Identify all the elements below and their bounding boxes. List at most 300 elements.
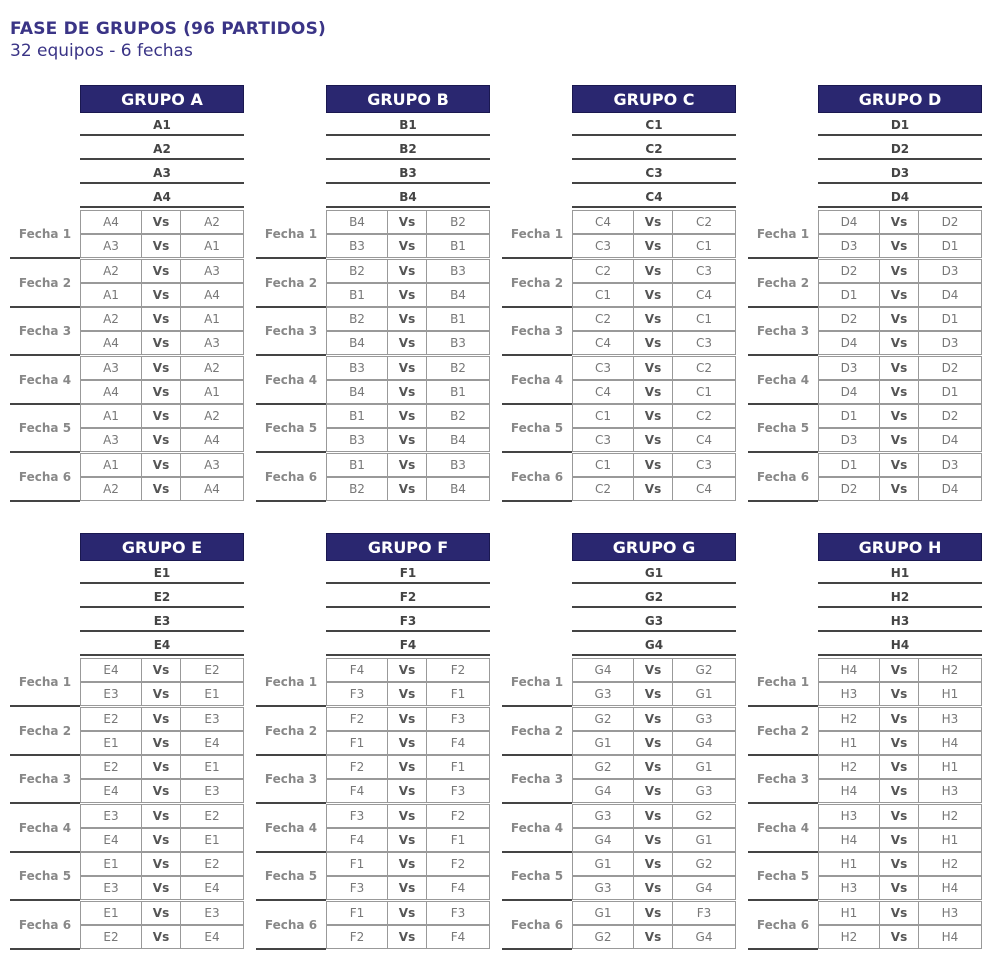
match-row bbox=[818, 356, 982, 380]
vs-cell: Vs bbox=[633, 731, 673, 755]
match-row bbox=[572, 307, 736, 331]
home-team-cell: C4 bbox=[572, 380, 634, 404]
team-name: B1 bbox=[326, 114, 490, 136]
home-team-cell: F1 bbox=[326, 731, 388, 755]
vs-cell: Vs bbox=[141, 331, 181, 355]
away-team-cell: G4 bbox=[672, 731, 736, 755]
fecha-block bbox=[10, 804, 244, 852]
away-team-cell: C3 bbox=[672, 331, 736, 355]
match-row bbox=[80, 210, 244, 234]
match-row bbox=[326, 876, 490, 900]
away-team-cell: A3 bbox=[180, 259, 244, 283]
vs-cell: Vs bbox=[387, 210, 427, 234]
away-team-cell: D3 bbox=[918, 453, 982, 477]
vs-cell: Vs bbox=[633, 901, 673, 925]
match-row bbox=[326, 682, 490, 706]
vs-cell: Vs bbox=[633, 428, 673, 452]
vs-cell: Vs bbox=[141, 307, 181, 331]
match-row bbox=[80, 477, 244, 501]
home-team-cell: A3 bbox=[80, 356, 142, 380]
fecha-label: Fecha 6 bbox=[756, 469, 810, 484]
away-team-cell: F3 bbox=[426, 707, 490, 731]
match-row bbox=[80, 259, 244, 283]
away-team-cell: H3 bbox=[918, 707, 982, 731]
vs-cell: Vs bbox=[633, 477, 673, 501]
vs-cell: Vs bbox=[879, 682, 919, 706]
fecha-block bbox=[10, 307, 244, 355]
match-row bbox=[572, 331, 736, 355]
group-title: GRUPO F bbox=[326, 533, 490, 561]
fecha-label: Fecha 3 bbox=[510, 324, 564, 338]
match-row bbox=[80, 731, 244, 755]
vs-cell: Vs bbox=[387, 331, 427, 355]
home-team-cell: E2 bbox=[80, 755, 142, 779]
home-team-cell: B4 bbox=[326, 331, 388, 355]
fecha-label: Fecha 2 bbox=[510, 723, 564, 738]
fecha-label: Fecha 5 bbox=[18, 869, 72, 883]
fecha-block bbox=[502, 901, 736, 949]
fecha-label: Fecha 6 bbox=[510, 469, 564, 484]
vs-cell: Vs bbox=[879, 283, 919, 307]
match-row bbox=[326, 828, 490, 852]
fecha-divider bbox=[748, 500, 818, 502]
away-team-cell: H2 bbox=[918, 852, 982, 876]
fecha-label: Fecha 5 bbox=[510, 421, 564, 435]
match-row bbox=[326, 779, 490, 803]
home-team-cell: A2 bbox=[80, 307, 142, 331]
fecha-divider bbox=[502, 500, 572, 502]
match-row bbox=[818, 307, 982, 331]
team-name: G3 bbox=[572, 610, 736, 632]
vs-cell: Vs bbox=[387, 356, 427, 380]
home-team-cell: C1 bbox=[572, 283, 634, 307]
team-name: B2 bbox=[326, 138, 490, 160]
away-team-cell: E1 bbox=[180, 682, 244, 706]
fecha-block bbox=[748, 901, 982, 949]
away-team-cell: H4 bbox=[918, 876, 982, 900]
match-row bbox=[818, 828, 982, 852]
fecha-label: Fecha 6 bbox=[510, 917, 564, 932]
vs-cell: Vs bbox=[141, 658, 181, 682]
vs-cell: Vs bbox=[633, 283, 673, 307]
fecha-block bbox=[256, 852, 490, 900]
match-row bbox=[80, 925, 244, 949]
vs-cell: Vs bbox=[633, 356, 673, 380]
match-row bbox=[80, 356, 244, 380]
vs-cell: Vs bbox=[633, 828, 673, 852]
match-row bbox=[572, 901, 736, 925]
home-team-cell: B3 bbox=[326, 234, 388, 258]
match-row bbox=[818, 259, 982, 283]
home-team-cell: D1 bbox=[818, 453, 880, 477]
vs-cell: Vs bbox=[879, 731, 919, 755]
fecha-block bbox=[10, 453, 244, 501]
away-team-cell: F3 bbox=[672, 901, 736, 925]
home-team-cell: F2 bbox=[326, 707, 388, 731]
home-team-cell: F4 bbox=[326, 828, 388, 852]
home-team-cell: C4 bbox=[572, 210, 634, 234]
home-team-cell: B2 bbox=[326, 259, 388, 283]
away-team-cell: C1 bbox=[672, 307, 736, 331]
fecha-label: Fecha 4 bbox=[264, 820, 318, 835]
fecha-divider bbox=[10, 500, 80, 502]
vs-cell: Vs bbox=[633, 210, 673, 234]
home-team-cell: D4 bbox=[818, 380, 880, 404]
home-team-cell: E4 bbox=[80, 828, 142, 852]
fecha-block bbox=[256, 404, 490, 452]
away-team-cell: A4 bbox=[180, 428, 244, 452]
away-team-cell: H4 bbox=[918, 925, 982, 949]
fecha-divider bbox=[256, 500, 326, 502]
vs-cell: Vs bbox=[633, 453, 673, 477]
vs-cell: Vs bbox=[141, 234, 181, 258]
team-name: E2 bbox=[80, 586, 244, 608]
match-row bbox=[572, 658, 736, 682]
match-row bbox=[572, 779, 736, 803]
fecha-block bbox=[502, 453, 736, 501]
group-title: GRUPO D bbox=[818, 85, 982, 113]
away-team-cell: B4 bbox=[426, 428, 490, 452]
fecha-label: Fecha 5 bbox=[510, 869, 564, 883]
match-row bbox=[326, 731, 490, 755]
vs-cell: Vs bbox=[141, 404, 181, 428]
home-team-cell: F2 bbox=[326, 925, 388, 949]
match-row bbox=[80, 404, 244, 428]
team-name: D4 bbox=[818, 186, 982, 208]
home-team-cell: E4 bbox=[80, 658, 142, 682]
fecha-label: Fecha 4 bbox=[510, 372, 564, 387]
fecha-block bbox=[10, 404, 244, 452]
home-team-cell: B2 bbox=[326, 307, 388, 331]
match-row bbox=[818, 682, 982, 706]
match-row bbox=[326, 453, 490, 477]
away-team-cell: F1 bbox=[426, 755, 490, 779]
home-team-cell: A1 bbox=[80, 453, 142, 477]
home-team-cell: E4 bbox=[80, 779, 142, 803]
match-row bbox=[572, 234, 736, 258]
away-team-cell: G2 bbox=[672, 658, 736, 682]
vs-cell: Vs bbox=[387, 477, 427, 501]
fecha-label: Fecha 4 bbox=[756, 372, 810, 387]
fecha-block bbox=[10, 707, 244, 755]
fecha-label: Fecha 5 bbox=[264, 421, 318, 435]
match-row bbox=[572, 707, 736, 731]
home-team-cell: B2 bbox=[326, 477, 388, 501]
away-team-cell: G3 bbox=[672, 707, 736, 731]
vs-cell: Vs bbox=[633, 707, 673, 731]
vs-cell: Vs bbox=[387, 901, 427, 925]
match-row bbox=[326, 658, 490, 682]
away-team-cell: H1 bbox=[918, 755, 982, 779]
away-team-cell: B2 bbox=[426, 356, 490, 380]
match-row bbox=[818, 234, 982, 258]
home-team-cell: B4 bbox=[326, 380, 388, 404]
match-row bbox=[326, 234, 490, 258]
fecha-block bbox=[502, 356, 736, 404]
away-team-cell: B1 bbox=[426, 380, 490, 404]
home-team-cell: C3 bbox=[572, 428, 634, 452]
team-name: A1 bbox=[80, 114, 244, 136]
team-name: A3 bbox=[80, 162, 244, 184]
vs-cell: Vs bbox=[879, 210, 919, 234]
match-row bbox=[818, 804, 982, 828]
vs-cell: Vs bbox=[141, 283, 181, 307]
vs-cell: Vs bbox=[141, 779, 181, 803]
match-row bbox=[818, 731, 982, 755]
home-team-cell: A4 bbox=[80, 331, 142, 355]
team-name: H3 bbox=[818, 610, 982, 632]
fecha-label: Fecha 6 bbox=[18, 469, 72, 484]
home-team-cell: A1 bbox=[80, 404, 142, 428]
fecha-block bbox=[10, 356, 244, 404]
fecha-label: Fecha 6 bbox=[264, 469, 318, 484]
home-team-cell: D4 bbox=[818, 210, 880, 234]
group-title: GRUPO H bbox=[818, 533, 982, 561]
fecha-label: Fecha 3 bbox=[756, 324, 810, 338]
fecha-label: Fecha 1 bbox=[756, 227, 810, 241]
vs-cell: Vs bbox=[387, 925, 427, 949]
home-team-cell: G1 bbox=[572, 852, 634, 876]
away-team-cell: A1 bbox=[180, 380, 244, 404]
vs-cell: Vs bbox=[633, 331, 673, 355]
match-row bbox=[572, 210, 736, 234]
home-team-cell: G3 bbox=[572, 682, 634, 706]
match-row bbox=[326, 707, 490, 731]
away-team-cell: G2 bbox=[672, 804, 736, 828]
fecha-block bbox=[502, 259, 736, 307]
home-team-cell: B1 bbox=[326, 404, 388, 428]
match-row bbox=[818, 404, 982, 428]
team-name: D3 bbox=[818, 162, 982, 184]
home-team-cell: H4 bbox=[818, 828, 880, 852]
away-team-cell: B3 bbox=[426, 259, 490, 283]
match-row bbox=[326, 331, 490, 355]
page-subtitle: 32 equipos - 6 fechas bbox=[10, 41, 193, 61]
away-team-cell: E3 bbox=[180, 901, 244, 925]
away-team-cell: F1 bbox=[426, 828, 490, 852]
away-team-cell: B2 bbox=[426, 210, 490, 234]
match-row bbox=[818, 901, 982, 925]
home-team-cell: B3 bbox=[326, 428, 388, 452]
match-row bbox=[572, 852, 736, 876]
vs-cell: Vs bbox=[879, 380, 919, 404]
away-team-cell: A2 bbox=[180, 210, 244, 234]
fecha-block bbox=[256, 755, 490, 803]
vs-cell: Vs bbox=[141, 210, 181, 234]
vs-cell: Vs bbox=[387, 707, 427, 731]
fecha-label: Fecha 3 bbox=[18, 772, 72, 786]
fecha-block bbox=[502, 804, 736, 852]
away-team-cell: A3 bbox=[180, 331, 244, 355]
home-team-cell: H1 bbox=[818, 901, 880, 925]
vs-cell: Vs bbox=[879, 755, 919, 779]
away-team-cell: E2 bbox=[180, 658, 244, 682]
fecha-block bbox=[10, 658, 244, 706]
team-name: H1 bbox=[818, 562, 982, 584]
team-name: B4 bbox=[326, 186, 490, 208]
fecha-block bbox=[256, 658, 490, 706]
match-row bbox=[80, 755, 244, 779]
team-name: A4 bbox=[80, 186, 244, 208]
away-team-cell: F3 bbox=[426, 901, 490, 925]
home-team-cell: C2 bbox=[572, 259, 634, 283]
vs-cell: Vs bbox=[879, 852, 919, 876]
away-team-cell: E4 bbox=[180, 731, 244, 755]
fecha-divider bbox=[748, 948, 818, 950]
match-row bbox=[80, 779, 244, 803]
fecha-block bbox=[256, 453, 490, 501]
team-name: A2 bbox=[80, 138, 244, 160]
home-team-cell: G3 bbox=[572, 876, 634, 900]
vs-cell: Vs bbox=[879, 307, 919, 331]
fecha-block bbox=[748, 259, 982, 307]
fecha-block bbox=[748, 658, 982, 706]
fecha-label: Fecha 2 bbox=[756, 723, 810, 738]
match-row bbox=[818, 283, 982, 307]
fecha-label: Fecha 4 bbox=[510, 820, 564, 835]
match-row bbox=[818, 477, 982, 501]
match-row bbox=[80, 804, 244, 828]
away-team-cell: F3 bbox=[426, 779, 490, 803]
match-row bbox=[80, 876, 244, 900]
match-row bbox=[572, 804, 736, 828]
vs-cell: Vs bbox=[141, 925, 181, 949]
fecha-label: Fecha 2 bbox=[510, 275, 564, 290]
away-team-cell: A2 bbox=[180, 356, 244, 380]
away-team-cell: B3 bbox=[426, 331, 490, 355]
fecha-label: Fecha 6 bbox=[264, 917, 318, 932]
match-row bbox=[818, 331, 982, 355]
home-team-cell: C1 bbox=[572, 453, 634, 477]
fecha-block bbox=[502, 404, 736, 452]
away-team-cell: C3 bbox=[672, 453, 736, 477]
fecha-block bbox=[748, 356, 982, 404]
home-team-cell: E3 bbox=[80, 682, 142, 706]
home-team-cell: D1 bbox=[818, 283, 880, 307]
fecha-divider bbox=[502, 948, 572, 950]
away-team-cell: F2 bbox=[426, 804, 490, 828]
fecha-block bbox=[256, 356, 490, 404]
team-name: D1 bbox=[818, 114, 982, 136]
home-team-cell: A4 bbox=[80, 380, 142, 404]
match-row bbox=[80, 380, 244, 404]
home-team-cell: B4 bbox=[326, 210, 388, 234]
match-row bbox=[80, 453, 244, 477]
away-team-cell: D2 bbox=[918, 210, 982, 234]
away-team-cell: D3 bbox=[918, 259, 982, 283]
match-row bbox=[326, 307, 490, 331]
home-team-cell: H4 bbox=[818, 779, 880, 803]
away-team-cell: E3 bbox=[180, 707, 244, 731]
match-row bbox=[572, 755, 736, 779]
away-team-cell: G1 bbox=[672, 755, 736, 779]
away-team-cell: H4 bbox=[918, 731, 982, 755]
home-team-cell: A1 bbox=[80, 283, 142, 307]
team-name: C2 bbox=[572, 138, 736, 160]
team-name: D2 bbox=[818, 138, 982, 160]
away-team-cell: B1 bbox=[426, 307, 490, 331]
team-name: C4 bbox=[572, 186, 736, 208]
match-row bbox=[326, 428, 490, 452]
vs-cell: Vs bbox=[141, 731, 181, 755]
away-team-cell: F4 bbox=[426, 876, 490, 900]
away-team-cell: C3 bbox=[672, 259, 736, 283]
fecha-block bbox=[256, 707, 490, 755]
home-team-cell: F4 bbox=[326, 779, 388, 803]
vs-cell: Vs bbox=[141, 876, 181, 900]
home-team-cell: E2 bbox=[80, 925, 142, 949]
match-row bbox=[80, 828, 244, 852]
vs-cell: Vs bbox=[879, 259, 919, 283]
vs-cell: Vs bbox=[879, 876, 919, 900]
match-row bbox=[326, 404, 490, 428]
fecha-block bbox=[256, 307, 490, 355]
group-title: GRUPO A bbox=[80, 85, 244, 113]
match-row bbox=[80, 283, 244, 307]
team-name: G2 bbox=[572, 586, 736, 608]
vs-cell: Vs bbox=[387, 876, 427, 900]
match-row bbox=[572, 731, 736, 755]
vs-cell: Vs bbox=[141, 755, 181, 779]
home-team-cell: H4 bbox=[818, 658, 880, 682]
vs-cell: Vs bbox=[633, 779, 673, 803]
away-team-cell: D4 bbox=[918, 283, 982, 307]
vs-cell: Vs bbox=[387, 828, 427, 852]
fecha-block bbox=[502, 210, 736, 258]
fecha-block bbox=[502, 707, 736, 755]
home-team-cell: B1 bbox=[326, 453, 388, 477]
match-row bbox=[80, 682, 244, 706]
away-team-cell: D1 bbox=[918, 380, 982, 404]
match-row bbox=[80, 307, 244, 331]
match-row bbox=[572, 380, 736, 404]
fecha-label: Fecha 1 bbox=[18, 675, 72, 689]
match-row bbox=[80, 428, 244, 452]
vs-cell: Vs bbox=[141, 901, 181, 925]
fecha-label: Fecha 3 bbox=[510, 772, 564, 786]
vs-cell: Vs bbox=[879, 901, 919, 925]
match-row bbox=[326, 380, 490, 404]
home-team-cell: F1 bbox=[326, 901, 388, 925]
team-name: C3 bbox=[572, 162, 736, 184]
fecha-label: Fecha 1 bbox=[18, 227, 72, 241]
home-team-cell: D3 bbox=[818, 234, 880, 258]
home-team-cell: G4 bbox=[572, 779, 634, 803]
match-row bbox=[80, 852, 244, 876]
fecha-label: Fecha 3 bbox=[18, 324, 72, 338]
vs-cell: Vs bbox=[387, 234, 427, 258]
home-team-cell: E1 bbox=[80, 731, 142, 755]
match-row bbox=[326, 283, 490, 307]
vs-cell: Vs bbox=[633, 259, 673, 283]
home-team-cell: E1 bbox=[80, 901, 142, 925]
away-team-cell: A4 bbox=[180, 477, 244, 501]
match-row bbox=[572, 453, 736, 477]
vs-cell: Vs bbox=[141, 453, 181, 477]
vs-cell: Vs bbox=[387, 852, 427, 876]
home-team-cell: F3 bbox=[326, 682, 388, 706]
away-team-cell: D2 bbox=[918, 404, 982, 428]
match-row bbox=[572, 876, 736, 900]
home-team-cell: A4 bbox=[80, 210, 142, 234]
home-team-cell: H1 bbox=[818, 852, 880, 876]
home-team-cell: C1 bbox=[572, 404, 634, 428]
team-name: B3 bbox=[326, 162, 490, 184]
away-team-cell: E1 bbox=[180, 828, 244, 852]
fecha-divider bbox=[256, 948, 326, 950]
fecha-label: Fecha 3 bbox=[264, 772, 318, 786]
match-row bbox=[80, 658, 244, 682]
